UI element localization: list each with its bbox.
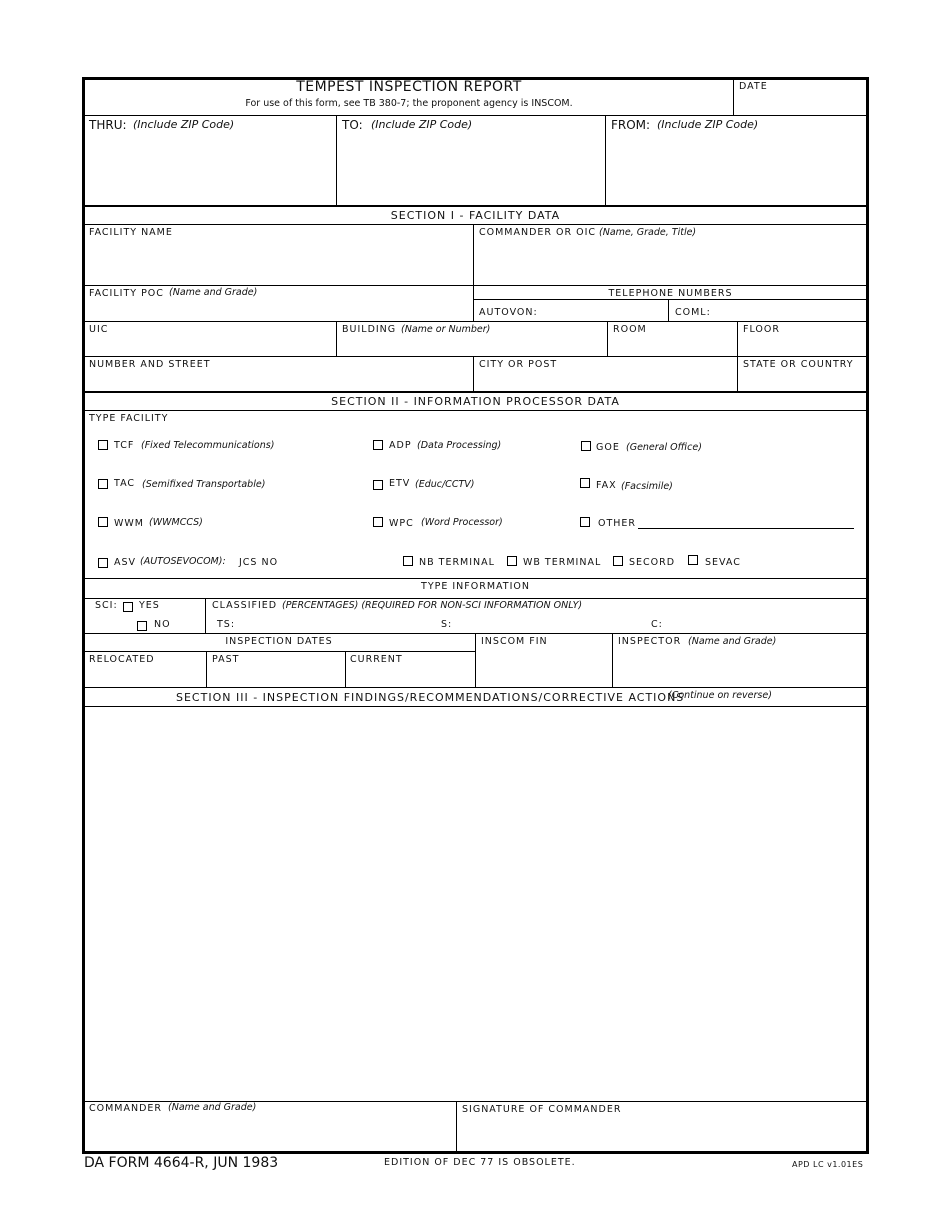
past-field[interactable] — [209, 667, 343, 686]
sci-label: SCI: — [95, 600, 118, 611]
autovon-field[interactable] — [538, 302, 666, 320]
current-label: CURRENT — [350, 654, 403, 665]
wwm-checkbox[interactable] — [98, 517, 108, 527]
form-id: DA FORM 4664-R, JUN 1983 — [84, 1155, 279, 1171]
other-label: OTHER — [598, 518, 637, 529]
telephone-numbers-label: TELEPHONE NUMBERS — [608, 288, 733, 299]
goe-checkbox[interactable] — [581, 441, 591, 451]
adp-checkbox[interactable] — [373, 440, 383, 450]
fax-label: FAX — [596, 480, 617, 491]
building-label: BUILDING — [342, 324, 397, 335]
s-field[interactable] — [455, 616, 645, 631]
facility-poc-label: FACILITY POC — [89, 288, 164, 299]
uic-label: UIC — [89, 324, 109, 335]
other-field[interactable] — [638, 514, 854, 528]
wpc-checkbox[interactable] — [373, 517, 383, 527]
floor-field[interactable] — [740, 337, 864, 355]
tcf-note: (Fixed Telecommunications) — [141, 440, 275, 451]
tac-label: TAC — [114, 478, 136, 489]
floor-label: FLOOR — [743, 324, 780, 335]
section2-title: SECTION II - INFORMATION PROCESSOR DATA — [331, 395, 620, 408]
tac-checkbox[interactable] — [98, 479, 108, 489]
tcf-label: TCF — [114, 440, 135, 451]
etv-note: (Educ/CCTV) — [415, 479, 475, 490]
city-post-field[interactable] — [476, 372, 735, 390]
form-border-right — [866, 77, 869, 1154]
thru-label: THRU: — [89, 118, 127, 132]
inspector-note: (Name and Grade) — [688, 636, 777, 647]
inspector-label: INSPECTOR — [618, 636, 682, 647]
etv-checkbox[interactable] — [373, 480, 383, 490]
sci-yes-label: YES — [139, 600, 160, 611]
section3-title: SECTION III - INSPECTION FINDINGS/RECOMMENDATIONS/CORRECTIVE ACTIONS — [176, 691, 685, 704]
wwm-note: (WWMCCS) — [149, 517, 203, 528]
asv-checkbox[interactable] — [98, 558, 108, 568]
form-subtitle: For use of this form, see TB 380-7; the proponent agency is INSCOM. — [245, 98, 573, 109]
facility-name-label: FACILITY NAME — [89, 227, 173, 238]
type-facility-label: TYPE FACILITY — [89, 413, 169, 424]
adp-label: ADP — [389, 440, 412, 451]
fax-note: (Facsimile) — [621, 481, 673, 492]
c-label: C: — [651, 619, 663, 630]
uic-field[interactable] — [86, 337, 334, 355]
room-field[interactable] — [610, 337, 735, 355]
sci-yes-checkbox[interactable] — [123, 602, 133, 612]
s-label: S: — [441, 619, 453, 630]
adp-note: (Data Processing) — [417, 440, 502, 451]
classified-note: (PERCENTAGES) (REQUIRED FOR NON-SCI INFORMATION ONLY) — [282, 600, 583, 611]
facility-poc-note: (Name and Grade) — [169, 287, 258, 298]
coml-label: COML: — [675, 307, 711, 318]
to-label: TO: — [342, 118, 363, 132]
state-country-field[interactable] — [740, 372, 864, 390]
asv-note: (AUTOSEVOCOM): — [140, 556, 226, 567]
signature-field[interactable] — [459, 1117, 864, 1149]
commander-oic-field[interactable] — [476, 240, 864, 284]
building-note: (Name or Number) — [401, 324, 491, 335]
tac-note: (Semifixed Transportable) — [142, 479, 266, 490]
wb-terminal-checkbox[interactable] — [507, 556, 517, 566]
building-field[interactable] — [339, 337, 605, 355]
secord-label: SECORD — [629, 557, 676, 568]
relocated-label: RELOCATED — [89, 654, 155, 665]
fax-checkbox[interactable] — [580, 478, 590, 488]
commander-oic-label: COMMANDER OR OIC — [479, 227, 597, 238]
jcs-no-label: JCS NO — [239, 557, 279, 568]
autovon-label: AUTOVON: — [479, 307, 538, 318]
date-field[interactable] — [735, 94, 865, 114]
city-post-label: CITY OR POST — [479, 359, 558, 370]
wb-terminal-label: WB TERMINAL — [523, 557, 602, 568]
commander-oic-note: (Name, Grade, Title) — [599, 227, 697, 238]
sci-no-checkbox[interactable] — [137, 621, 147, 631]
relocated-field[interactable] — [86, 667, 204, 686]
state-country-label: STATE OR COUNTRY — [743, 359, 854, 370]
facility-name-field[interactable] — [86, 240, 471, 284]
room-label: ROOM — [613, 324, 647, 335]
type-information-label: TYPE INFORMATION — [421, 581, 530, 592]
from-zip-note: (Include ZIP Code) — [657, 118, 759, 131]
asv-label: ASV — [114, 557, 137, 568]
wwm-label: WWM — [114, 518, 144, 529]
past-label: PAST — [212, 654, 240, 665]
section1-title: SECTION I - FACILITY DATA — [390, 209, 561, 222]
to-zip-note: (Include ZIP Code) — [371, 118, 473, 131]
number-street-field[interactable] — [86, 372, 471, 390]
form-border-left — [82, 77, 85, 1154]
ts-label: TS: — [217, 619, 236, 630]
wpc-label: WPC — [389, 518, 414, 529]
thru-field[interactable] — [86, 134, 334, 204]
other-checkbox[interactable] — [580, 517, 590, 527]
classified-label: CLASSIFIED — [212, 600, 278, 611]
wpc-note: (Word Processor) — [421, 517, 503, 528]
version-note: APD LC v1.01ES — [792, 1160, 864, 1169]
c-field[interactable] — [665, 616, 863, 631]
nb-terminal-label: NB TERMINAL — [419, 557, 495, 568]
number-street-label: NUMBER AND STREET — [89, 359, 211, 370]
commander-field[interactable] — [86, 1117, 454, 1149]
section3-note: (Continue on reverse) — [668, 690, 772, 701]
secord-checkbox[interactable] — [613, 556, 623, 566]
inscom-fin-field[interactable] — [478, 650, 610, 686]
from-field[interactable] — [608, 134, 864, 204]
goe-label: GOE — [596, 442, 620, 453]
sci-no-label: NO — [154, 619, 171, 630]
commander-label: COMMANDER — [89, 1103, 163, 1114]
facility-poc-field[interactable] — [86, 301, 471, 320]
coml-field[interactable] — [712, 302, 864, 320]
inspection-dates-label: INSPECTION DATES — [225, 636, 333, 647]
etv-label: ETV — [389, 478, 411, 489]
to-field[interactable] — [339, 134, 604, 204]
date-label: DATE — [739, 81, 768, 92]
sevac-checkbox[interactable] — [688, 555, 698, 565]
findings-field[interactable] — [86, 709, 864, 1099]
sevac-label: SEVAC — [705, 557, 741, 568]
from-label: FROM: — [611, 118, 651, 132]
thru-zip-note: (Include ZIP Code) — [133, 118, 235, 131]
tcf-checkbox[interactable] — [98, 440, 108, 450]
ts-field[interactable] — [237, 616, 432, 631]
inscom-fin-label: INSCOM FIN — [481, 636, 548, 647]
commander-note: (Name and Grade) — [168, 1102, 257, 1113]
nb-terminal-checkbox[interactable] — [403, 556, 413, 566]
signature-label: SIGNATURE OF COMMANDER — [462, 1104, 622, 1115]
form-border-bottom — [82, 1151, 869, 1154]
form-title: TEMPEST INSPECTION REPORT — [296, 79, 522, 95]
current-field[interactable] — [348, 667, 473, 686]
edition-note: EDITION OF DEC 77 IS OBSOLETE. — [384, 1157, 576, 1168]
goe-note: (General Office) — [626, 442, 702, 453]
inspector-field[interactable] — [615, 650, 864, 686]
